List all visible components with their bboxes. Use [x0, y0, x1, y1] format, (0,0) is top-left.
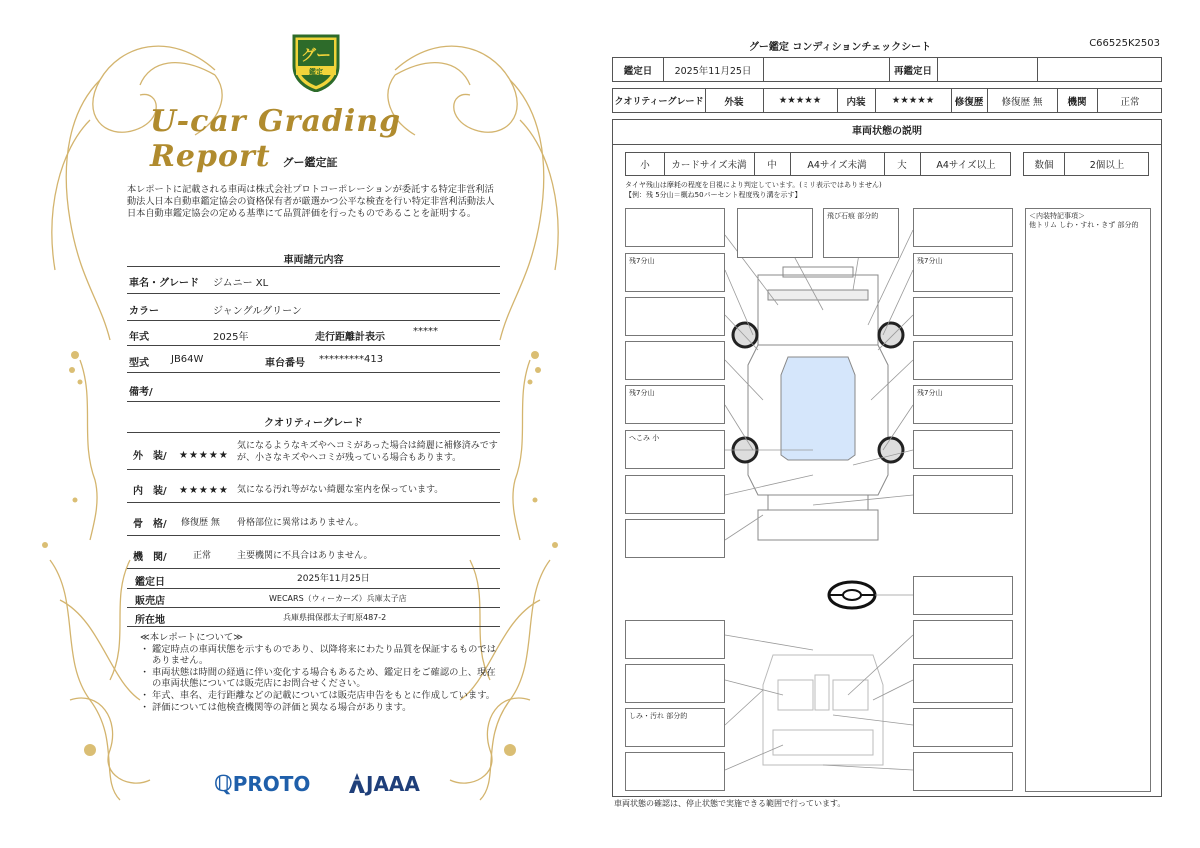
- comment-box: [913, 708, 1013, 747]
- legend-small: 小: [640, 160, 650, 171]
- int-stars: ★★★★★: [891, 95, 935, 106]
- comment-box: [625, 620, 725, 659]
- comment-box: [625, 475, 725, 514]
- spec-chassis-value: *********413: [319, 354, 384, 365]
- quality-engine-label: 機 関/: [133, 552, 167, 563]
- comment-box-stain: しみ・汚れ 部分的: [625, 708, 725, 747]
- comment-box: [913, 208, 1013, 247]
- legend-count: 数個: [1034, 160, 1054, 171]
- note-item: ・ 車両状態は時間の経過に伴い変化する場合もあるため、鑑定日をご確認の上、現在の車両状態については販売店にお問合せください。: [140, 666, 496, 690]
- grade-row: [612, 88, 1162, 113]
- dealer-row: [127, 589, 500, 608]
- comment-box: [913, 664, 1013, 703]
- legend-count-desc: 2個以上: [1089, 160, 1125, 171]
- interior-notes-box: [1025, 208, 1151, 792]
- legend-mid: 中: [767, 160, 777, 171]
- report-title: U-car Grading Report: [150, 104, 402, 174]
- comment-box: [913, 475, 1013, 514]
- note-item: ・ 評価については他検査機関等の評価と異なる場合があります。: [140, 701, 412, 713]
- quality-exterior-note: 気になるようなキズやヘコミがあった場合は綺麗に補修済みですが、小さなキズやヘコミが残っている場合もあります。: [237, 441, 498, 463]
- svg-text:鑑定: 鑑定: [309, 68, 323, 76]
- spec-row-remarks: [127, 373, 500, 402]
- specs-heading: 車両諸元内容: [283, 255, 344, 266]
- spec-color-label: カラー: [129, 306, 159, 317]
- quality-row-interior: [127, 470, 500, 503]
- date-row: [612, 57, 1162, 82]
- tire-note-2: 【例：残 5分山＝概ね50パーセント程度残り溝を示す】: [625, 191, 802, 199]
- engine-value: 正常: [1120, 96, 1140, 108]
- spec-remarks-label: 備考/: [129, 387, 153, 398]
- appraisal-date-row: [127, 570, 500, 589]
- legend-large-desc: A4サイズ以上: [936, 160, 996, 171]
- spec-row-color: [127, 294, 500, 321]
- comment-box: [625, 752, 725, 791]
- quality-interior-label: 内 装/: [133, 486, 167, 497]
- spec-row-year: [127, 321, 500, 346]
- comment-box-tire-fl: 残7分山: [625, 253, 725, 292]
- comment-box: [913, 341, 1013, 380]
- spec-model-label: 型式: [129, 358, 149, 369]
- quality-engine-note: 主要機関に不具合はありません。: [237, 551, 373, 561]
- address-row: [127, 608, 500, 627]
- description-panel: [612, 119, 1162, 797]
- note-item: ・ 年式、車名、走行距離などの記載については販売店申告をもとに作成しています。: [140, 689, 496, 701]
- notes-title: ≪本レポートについて≫: [140, 632, 243, 643]
- comment-box: [625, 341, 725, 380]
- quality-row-frame: [127, 503, 500, 536]
- quality-frame-note: 骨格部位に異常はありません。: [237, 518, 364, 528]
- sheet-footer-note: 車両状態の確認は、停止状態で実施できる範囲で行っています。: [614, 799, 846, 808]
- quality-engine-value: 正常: [193, 551, 212, 561]
- dealer-label: 販売店: [135, 596, 165, 607]
- note-item: ・ 鑑定時点の車両状態を示すものであり、以降将来にわたり品質を保証するものではありません。: [140, 643, 496, 667]
- quality-frame-value: 修復歴 無: [181, 518, 220, 528]
- address-value: 兵庫県揖保郡太子町原487-2: [283, 613, 387, 622]
- spec-row-name: [127, 267, 500, 294]
- comment-box: [625, 297, 725, 336]
- spec-chassis-label: 車台番号: [265, 358, 305, 369]
- interior-notes-text: 他トリム しわ・すれ・きず 部分的: [1029, 221, 1139, 229]
- interior-notes-heading: ＜内装特記事項＞: [1029, 212, 1085, 220]
- ext-stars: ★★★★★: [778, 95, 822, 106]
- specs-table: [127, 266, 500, 402]
- proto-mark-icon: ℚ: [214, 772, 233, 797]
- legend-small-desc: カードサイズ未満: [671, 160, 747, 171]
- comment-box-tire-rl: 残7分山: [625, 385, 725, 424]
- goo-badge-logo: [286, 30, 346, 92]
- certificate-intro: 本レポートに記載される車両は株式会社プロトコーポレーションが委託する特定非営利活動法人日本自動車鑑定協会の資格保有者が厳選かつ公平な検査を行い特定非営利活動法人日本自動車鑑定協会の定める基準にて品質評価を行ったものであることを証明する。: [127, 184, 495, 219]
- comment-box-chip: 飛び石痕 部分的: [823, 208, 899, 258]
- spec-color-value: ジャングルグリーン: [213, 306, 302, 317]
- spec-model-value: JB64W: [171, 354, 204, 365]
- address-label: 所在地: [135, 615, 165, 626]
- comment-box: [913, 576, 1013, 615]
- appraisal-date-value: 2025年11月25日: [297, 574, 370, 584]
- spec-year-label: 年式: [129, 332, 149, 343]
- ext-label: 外装: [724, 96, 744, 108]
- reappraisal-label: 再鑑定日: [893, 65, 932, 77]
- comment-box: [625, 519, 725, 558]
- certificate-title: グー鑑定証: [282, 156, 338, 169]
- dealer-value: WECARS（ウィーカーズ）兵庫太子店: [269, 594, 407, 603]
- badge-shield-icon: [286, 30, 346, 92]
- quality-row-exterior: [127, 433, 500, 470]
- dealer-table: [127, 570, 500, 627]
- svg-text:グー: グー: [300, 46, 332, 64]
- report-notes: [140, 632, 500, 713]
- comment-box: [737, 208, 813, 258]
- grade-label: クオリティーグレード: [614, 97, 704, 107]
- comment-box: [913, 297, 1013, 336]
- quality-interior-stars: ★★★★★: [179, 485, 229, 496]
- sheet-code: C66525K2503: [1089, 38, 1160, 49]
- comment-box-tire-fr: 残7分山: [913, 253, 1013, 292]
- quality-heading: クオリティーグレード: [264, 418, 363, 429]
- quality-interior-note: 気になる汚れ等がない綺麗な室内を保っています。: [237, 485, 444, 495]
- comment-box-dent: へこみ 小: [625, 430, 725, 469]
- quality-exterior-label: 外 装/: [133, 451, 167, 462]
- spec-mileage-label: 走行距離計表示: [315, 332, 385, 343]
- spec-name-label: 車名・グレード: [129, 278, 199, 289]
- date-label: 鑑定日: [623, 65, 653, 77]
- comment-box: [913, 620, 1013, 659]
- jaaa-mark-icon: [348, 772, 366, 794]
- repair-value: 修復歴 無: [1001, 96, 1043, 108]
- comment-box: [913, 430, 1013, 469]
- spec-year-value: 2025年: [213, 332, 249, 343]
- legend-mid-desc: A4サイズ未満: [807, 160, 867, 171]
- comment-box: [625, 208, 725, 247]
- quality-table: [127, 432, 500, 569]
- quality-frame-label: 骨 格/: [133, 519, 167, 530]
- spec-name-value: ジムニー XL: [213, 278, 269, 289]
- legend-large: 大: [897, 160, 907, 171]
- date-value: 2025年11月25日: [674, 65, 752, 77]
- spec-mileage-value: *****: [413, 326, 438, 337]
- comment-box-tire-rr: 残7分山: [913, 385, 1013, 424]
- spec-row-model: [127, 346, 500, 373]
- quality-row-engine: [127, 536, 500, 569]
- comment-box: [913, 752, 1013, 791]
- comment-box: [625, 664, 725, 703]
- proto-logo: ℚPROTO: [214, 772, 311, 797]
- tire-note-1: タイヤ残山は摩耗の程度を目視により判定しています。(ミリ表示ではありません): [625, 181, 882, 189]
- quality-exterior-stars: ★★★★★: [179, 450, 229, 461]
- jaaa-logo: JAAA: [348, 772, 420, 796]
- appraisal-date-label: 鑑定日: [135, 577, 165, 588]
- sheet-title: グー鑑定 コンディションチェックシート: [748, 42, 932, 53]
- description-heading: 車両状態の説明: [613, 120, 1161, 145]
- engine-label: 機関: [1067, 96, 1087, 108]
- int-label: 内装: [846, 96, 866, 108]
- repair-label: 修復歴: [954, 96, 984, 108]
